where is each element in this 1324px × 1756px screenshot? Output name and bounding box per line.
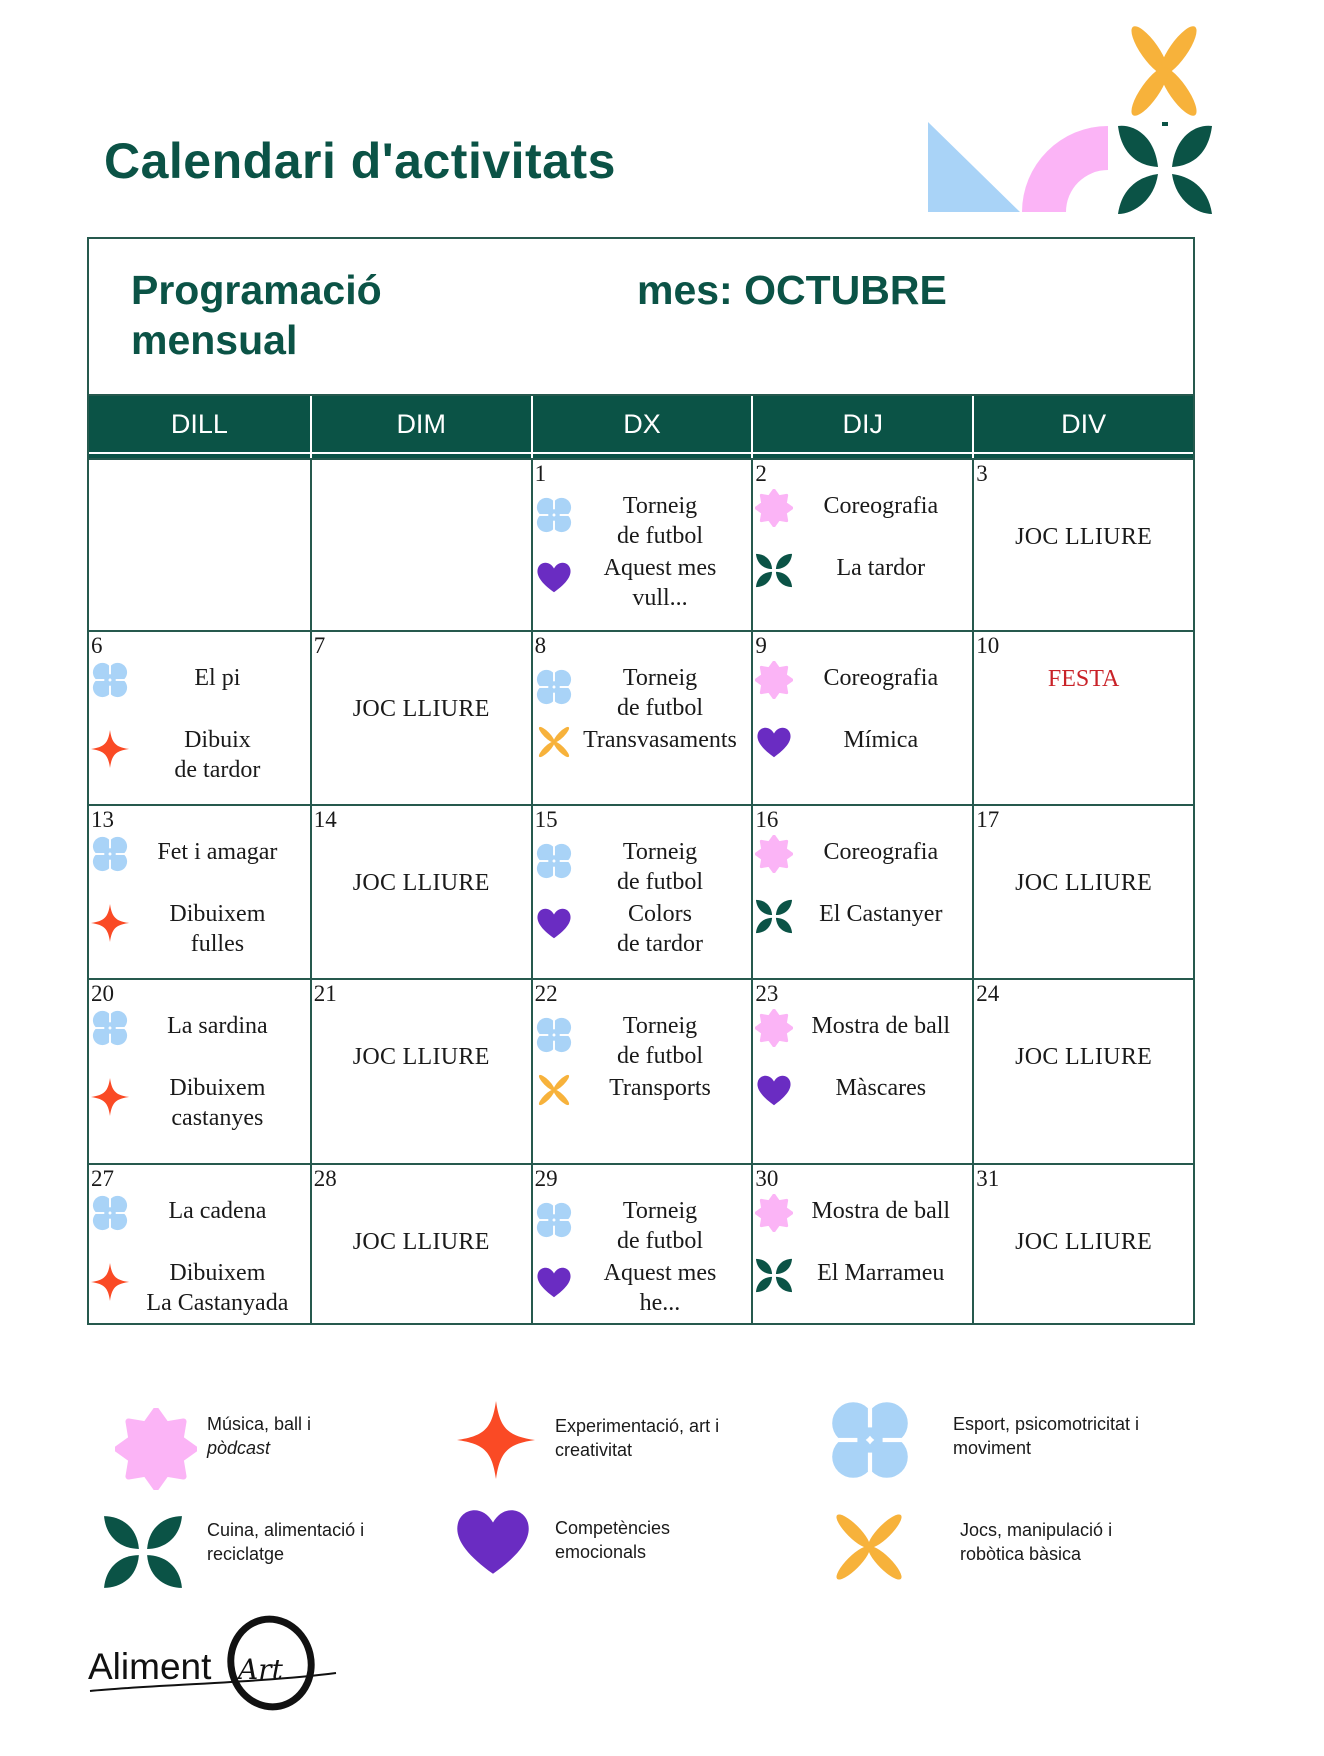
day-number: 17 [976, 807, 1000, 832]
day-number: 15 [534, 807, 558, 832]
clover-blue-icon [535, 496, 573, 539]
clover-blue-icon [535, 1201, 573, 1244]
activity-label: Torneig de futbol [617, 1013, 703, 1069]
weekday-dij: DIJ [751, 396, 972, 458]
day-cell-23 [751, 980, 972, 1163]
empty-day-cell [89, 460, 310, 630]
day-number: 29 [534, 1166, 558, 1191]
legend-cross-yellow-icon [828, 1506, 910, 1593]
week-row [89, 1163, 1193, 1323]
day-cell-22 [531, 980, 752, 1163]
day-number: 10 [976, 633, 1000, 658]
weekday-header-row [89, 396, 1193, 458]
activity-label: Màscares [835, 1075, 927, 1101]
day-cell-27 [89, 1165, 310, 1323]
day-cell-13 [89, 806, 310, 978]
day-number: 22 [534, 981, 558, 1006]
day-cell-10 [972, 632, 1193, 804]
day-number: 6 [91, 633, 103, 658]
legend-label: Experimentació, art i creativitat [555, 1416, 720, 1460]
week-row [89, 630, 1193, 804]
star-orange-icon [91, 1263, 129, 1306]
activity-label: Aquest mes vull... [603, 555, 717, 611]
heart-purple-icon [535, 558, 573, 601]
free-play-label: JOC LLIURE [352, 1229, 490, 1255]
activity-label: El Castanyer [819, 901, 943, 927]
free-play-label: JOC LLIURE [1015, 1229, 1153, 1255]
leaves-green-icon [755, 1256, 793, 1299]
legend-star-orange-icon [457, 1401, 535, 1484]
flower-pink-icon [755, 489, 793, 532]
clover-blue-icon [535, 842, 573, 885]
day-number: 7 [313, 633, 326, 658]
day-number: 28 [313, 1166, 337, 1191]
weekday-dx: DX [531, 396, 752, 458]
activity-label: Dibuixem La Castanyada [146, 1260, 289, 1316]
calendar-header [89, 239, 1193, 396]
day-cell-9 [751, 632, 972, 804]
activity-label: Dibuixem fulles [169, 901, 266, 957]
leaves-green-icon [755, 551, 793, 594]
free-play-label: JOC LLIURE [352, 870, 490, 896]
flower-pink-icon [755, 835, 793, 878]
free-play-label: JOC LLIURE [1015, 524, 1153, 550]
day-cell-16 [751, 806, 972, 978]
clover-blue-icon [535, 668, 573, 711]
empty-day-cell [310, 460, 531, 630]
day-cell-2 [751, 460, 972, 630]
clover-blue-icon [91, 835, 129, 878]
activity-label: Coreografia [823, 493, 939, 519]
activity-label: Transports [609, 1075, 711, 1101]
day-number: 13 [91, 807, 114, 832]
heart-purple-icon [535, 904, 573, 947]
activity-label: Colors de tardor [617, 901, 703, 957]
day-cell-17 [972, 806, 1193, 978]
activity-label: Aquest mes he... [603, 1260, 717, 1316]
activity-label: Transvasaments [583, 727, 737, 753]
week-row [89, 458, 1193, 630]
free-play-label: JOC LLIURE [352, 1044, 490, 1070]
activity-label: Coreografia [823, 839, 939, 865]
free-play-label: JOC LLIURE [352, 696, 490, 722]
activity-label: Torneig de futbol [617, 493, 703, 549]
day-cell-20 [89, 980, 310, 1163]
day-cell-29 [531, 1165, 752, 1323]
day-number: 31 [976, 1166, 1000, 1191]
alimentart-logo [88, 1605, 338, 1715]
activity-label: Torneig de futbol [617, 665, 703, 721]
activity-label: Coreografia [823, 665, 939, 691]
day-number: 14 [313, 807, 337, 832]
calendar-grid [89, 458, 1193, 1323]
day-cell-7 [310, 632, 531, 804]
activity-label: Dibuix de tardor [174, 727, 261, 783]
activity-label: Mostra de ball [811, 1198, 951, 1224]
day-cell-31 [972, 1165, 1193, 1323]
holiday-label: FESTA [1047, 666, 1120, 692]
legend-label: Esport, psicomotricitat i moviment [953, 1414, 1140, 1458]
day-number: 20 [91, 981, 114, 1006]
heart-purple-icon [755, 1071, 793, 1114]
header-decoration [925, 22, 1215, 217]
activity-label: Fet i amagar [157, 839, 278, 865]
weekday-dill: DILL [170, 409, 228, 439]
activity-label: El pi [194, 665, 241, 691]
star-orange-icon [91, 1078, 129, 1121]
activity-label: Torneig de futbol [617, 839, 703, 895]
day-cell-21 [310, 980, 531, 1163]
flower-pink-icon [755, 661, 793, 704]
month-label: mes: OCTUBRE [637, 267, 947, 313]
activity-label: La sardina [167, 1013, 268, 1039]
program-label: Programació mensual [131, 267, 382, 363]
legend-heart-purple-icon [452, 1500, 534, 1587]
day-cell-30 [751, 1165, 972, 1323]
activity-label: La tardor [836, 555, 926, 581]
week-row [89, 978, 1193, 1163]
activity-label: Mímica [843, 727, 919, 753]
star-orange-icon [91, 904, 129, 947]
week-row [89, 804, 1193, 978]
clover-blue-icon [535, 1016, 573, 1059]
heart-purple-icon [535, 1263, 573, 1306]
weekday-div: DIV [972, 396, 1193, 458]
day-cell-15 [531, 806, 752, 978]
svg-text:Aliment: Aliment [88, 1646, 212, 1687]
svg-text:Art: Art [238, 1653, 283, 1686]
activity-label: Torneig de futbol [617, 1198, 703, 1254]
day-number: 8 [534, 633, 547, 658]
legend-label: Jocs, manipulació i robòtica bàsica [960, 1520, 1113, 1564]
free-play-label: JOC LLIURE [1015, 870, 1153, 896]
day-cell-28 [310, 1165, 531, 1323]
legend-leaves-green-icon [102, 1510, 184, 1597]
day-cell-3 [972, 460, 1193, 630]
day-cell-1 [531, 460, 752, 630]
cross-yellow-icon [535, 1071, 573, 1114]
calendar [87, 237, 1195, 1325]
day-cell-8 [531, 632, 752, 804]
legend-label: Competències emocionals [555, 1518, 671, 1562]
day-number: 9 [755, 633, 767, 658]
day-number: 1 [534, 461, 547, 486]
day-number: 27 [91, 1166, 114, 1191]
heart-purple-icon [755, 723, 793, 766]
day-number: 21 [313, 981, 337, 1006]
clover-blue-icon [91, 1194, 129, 1237]
activity-label: La cadena [168, 1198, 267, 1224]
day-cell-6 [89, 632, 310, 804]
day-number: 2 [755, 461, 767, 486]
flower-pink-icon [755, 1194, 793, 1237]
legend-flower-pink-icon [115, 1408, 197, 1495]
legend-label: Cuina, alimentació i reciclatge [207, 1520, 365, 1564]
day-number: 30 [755, 1166, 779, 1191]
clover-blue-icon [91, 1009, 129, 1052]
leaves-green-icon [755, 897, 793, 940]
star-orange-icon [91, 730, 129, 773]
day-cell-24 [972, 980, 1193, 1163]
legend-label: Música, ball i pòdcast [207, 1414, 312, 1458]
activity-label: Dibuixem castanyes [169, 1075, 266, 1131]
free-play-label: JOC LLIURE [1015, 1044, 1153, 1070]
flower-pink-icon [755, 1009, 793, 1052]
day-number: 24 [976, 981, 1000, 1006]
page-title: Calendari d'activitats [104, 133, 616, 189]
activity-label: Mostra de ball [811, 1013, 951, 1039]
clover-blue-icon [91, 661, 129, 704]
cross-yellow-icon [535, 723, 573, 766]
legend-clover-blue-icon [828, 1398, 912, 1487]
weekday-dim: DIM [310, 396, 531, 458]
day-number: 16 [755, 807, 779, 832]
activity-label: El Marrameu [817, 1260, 945, 1286]
day-number: 3 [976, 461, 988, 486]
day-number: 23 [755, 981, 779, 1006]
day-cell-14 [310, 806, 531, 978]
